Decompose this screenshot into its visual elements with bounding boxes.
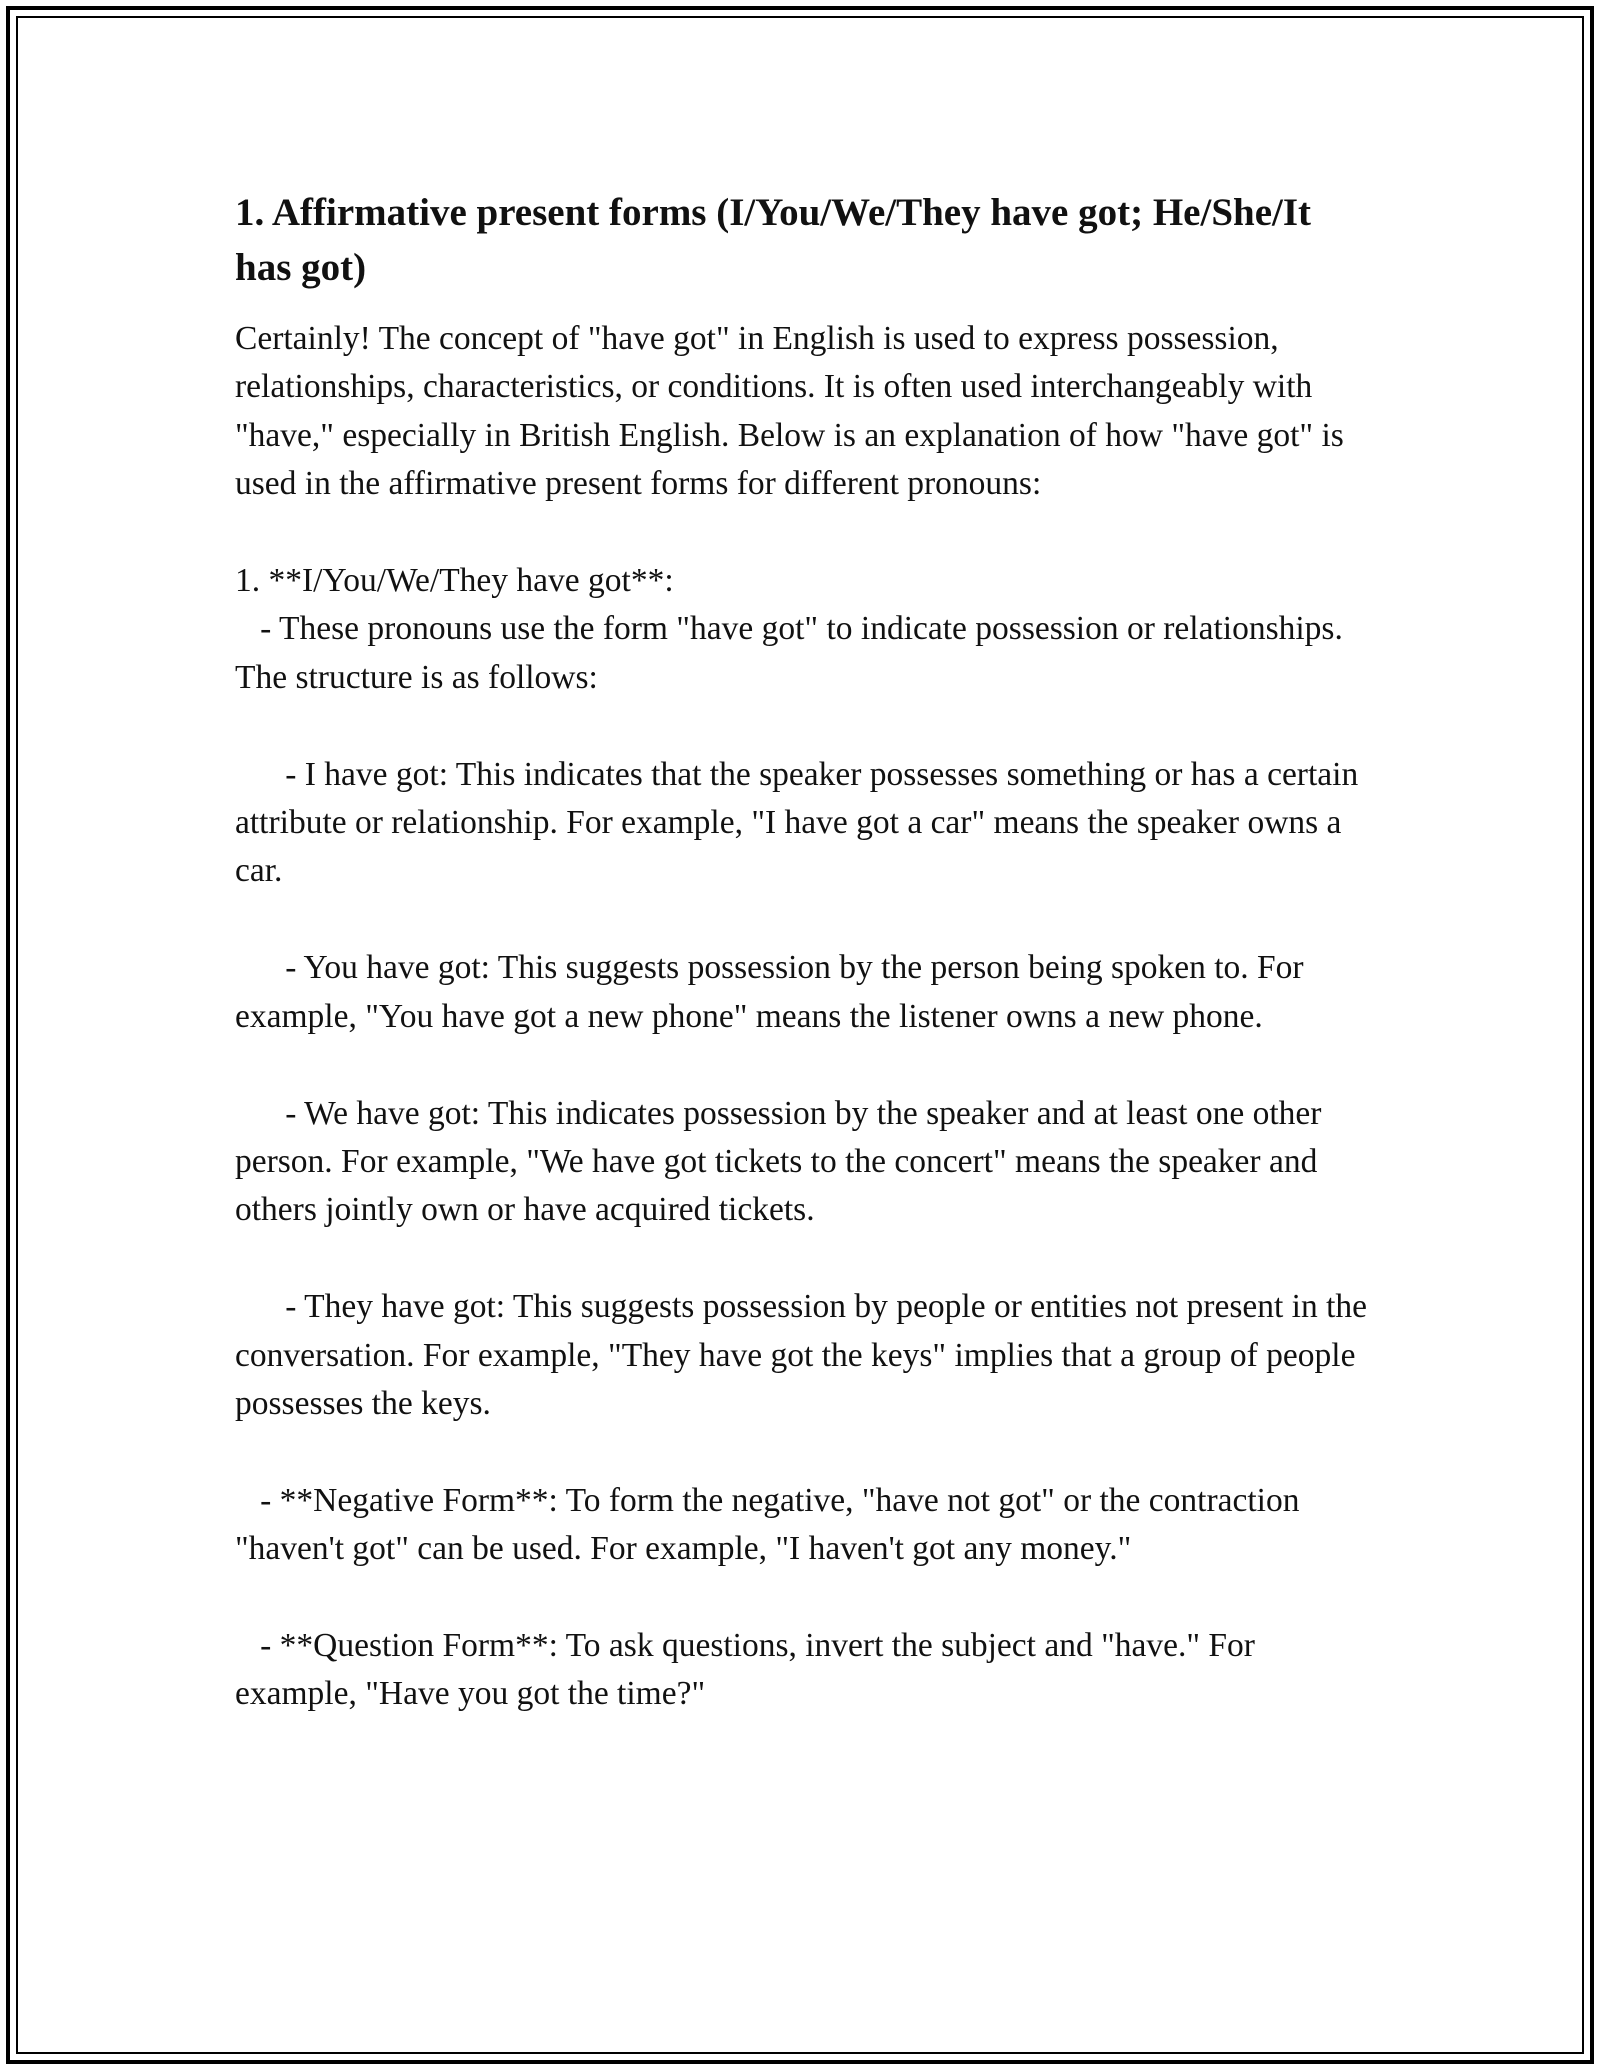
section-heading: 1. Affirmative present forms (I/You/We/They have got; He/She/It has got) (235, 191, 1312, 289)
document-content (235, 185, 1375, 1719)
body-text: Certainly! The concept of "have got" in English is used to express possession, relationships, characteristics, or conditions. It is often used interchangeably with "have," especially in British English. Below is an explanation of how "have got" is used in the affirmative present forms for different pronouns: 1. **I/You/We/They have got**: - These pronouns use the form "have got" to indicate possession or relationships. The structure is as follows: - I have got: This indicates that the speaker possesses something or has a certain attribute or relationship. For example, "I have got a car" means the speaker owns a car. - You have got: This suggests possession by the person being spoken to. For example, "You have got a new phone" means the listener owns a new phone. - We have got: This indicates possession by the speaker and at least one other person. For example, "We have got tickets to the concert" means the speaker and others jointly own or have acquired tickets. - They have got: This suggests possession by people or entities not present in the conversation. For example, "They have got the keys" implies that a group of people possesses the keys. - **Negative Form**: To form the negative, "have not got" or the contraction "haven't got" can be used. For example, "I haven't got any money." - **Question Form**: To ask questions, invert the subject and "have." For example, "Have you got the time?" (235, 320, 1368, 1713)
